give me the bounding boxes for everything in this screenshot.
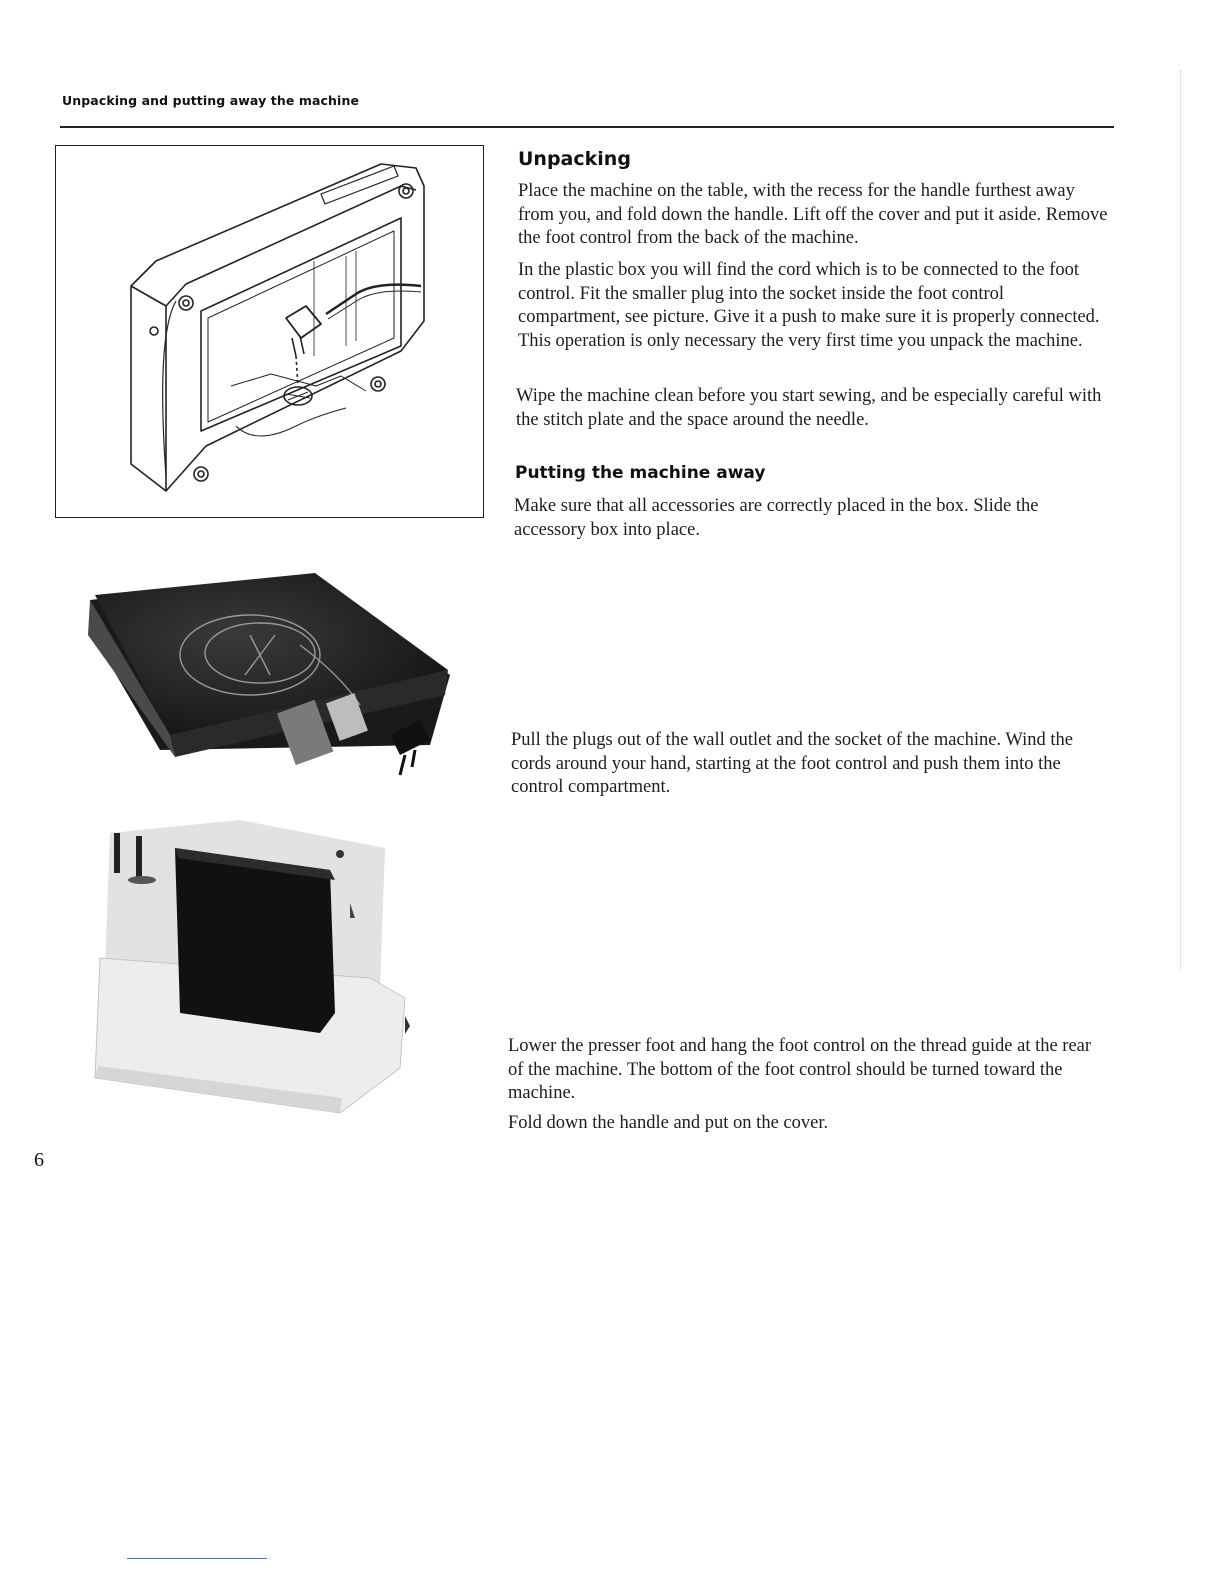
machine-photo	[50, 808, 410, 1120]
unpacking-paragraph-3: Wipe the machine clean before you start sewing, and be especially careful with the stitch plate and the space around the needle.	[516, 386, 1102, 430]
page-number: 6	[34, 1149, 44, 1171]
figure-foot-control-with-cords	[60, 535, 460, 805]
scan-edge-mark	[1180, 70, 1187, 970]
putting-away-paragraph-1: Make sure that all accessories are correctly placed in the box. Slide the accessory box into place.	[514, 496, 1039, 540]
putting-away-paragraph-2: Pull the plugs out of the wall outlet and the socket of the machine. Wind the cords around your hand, starting at the foot control and push them into the control compartment.	[511, 730, 1074, 797]
figure-foot-control-compartment	[55, 145, 484, 518]
unpacking-paragraph-2: In the plastic box you will find the cord which is to be connected to the foot control. Fit the smaller plug into the socket inside the foot control compartment, see picture. Give it a push to make sure it is properly connected. This operation is only necessary the very first time you unpack the machine.	[518, 260, 1100, 351]
foot-control-drawing	[56, 146, 482, 516]
putting-away-paragraph-4: Fold down the handle and put on the cover.	[508, 1113, 829, 1133]
heading-unpacking: Unpacking	[518, 148, 631, 170]
footer-rule	[127, 1558, 267, 1559]
foot-control-photo	[60, 535, 460, 805]
figure-machine-with-foot-control	[50, 808, 410, 1120]
unpacking-paragraph-1: Place the machine on the table, with the recess for the handle furthest away from you, and fold down the handle. Lift off the cover and put it aside. Remove the foot control from the back of the machine.	[518, 181, 1108, 248]
heading-putting-away: Putting the machine away	[515, 463, 766, 483]
header-rule	[60, 126, 1114, 128]
running-head: Unpacking and putting away the machine	[62, 93, 360, 108]
putting-away-paragraph-3: Lower the presser foot and hang the foot control on the thread guide at the rear of the machine. The bottom of the foot control should be turned toward the machine.	[508, 1036, 1092, 1103]
